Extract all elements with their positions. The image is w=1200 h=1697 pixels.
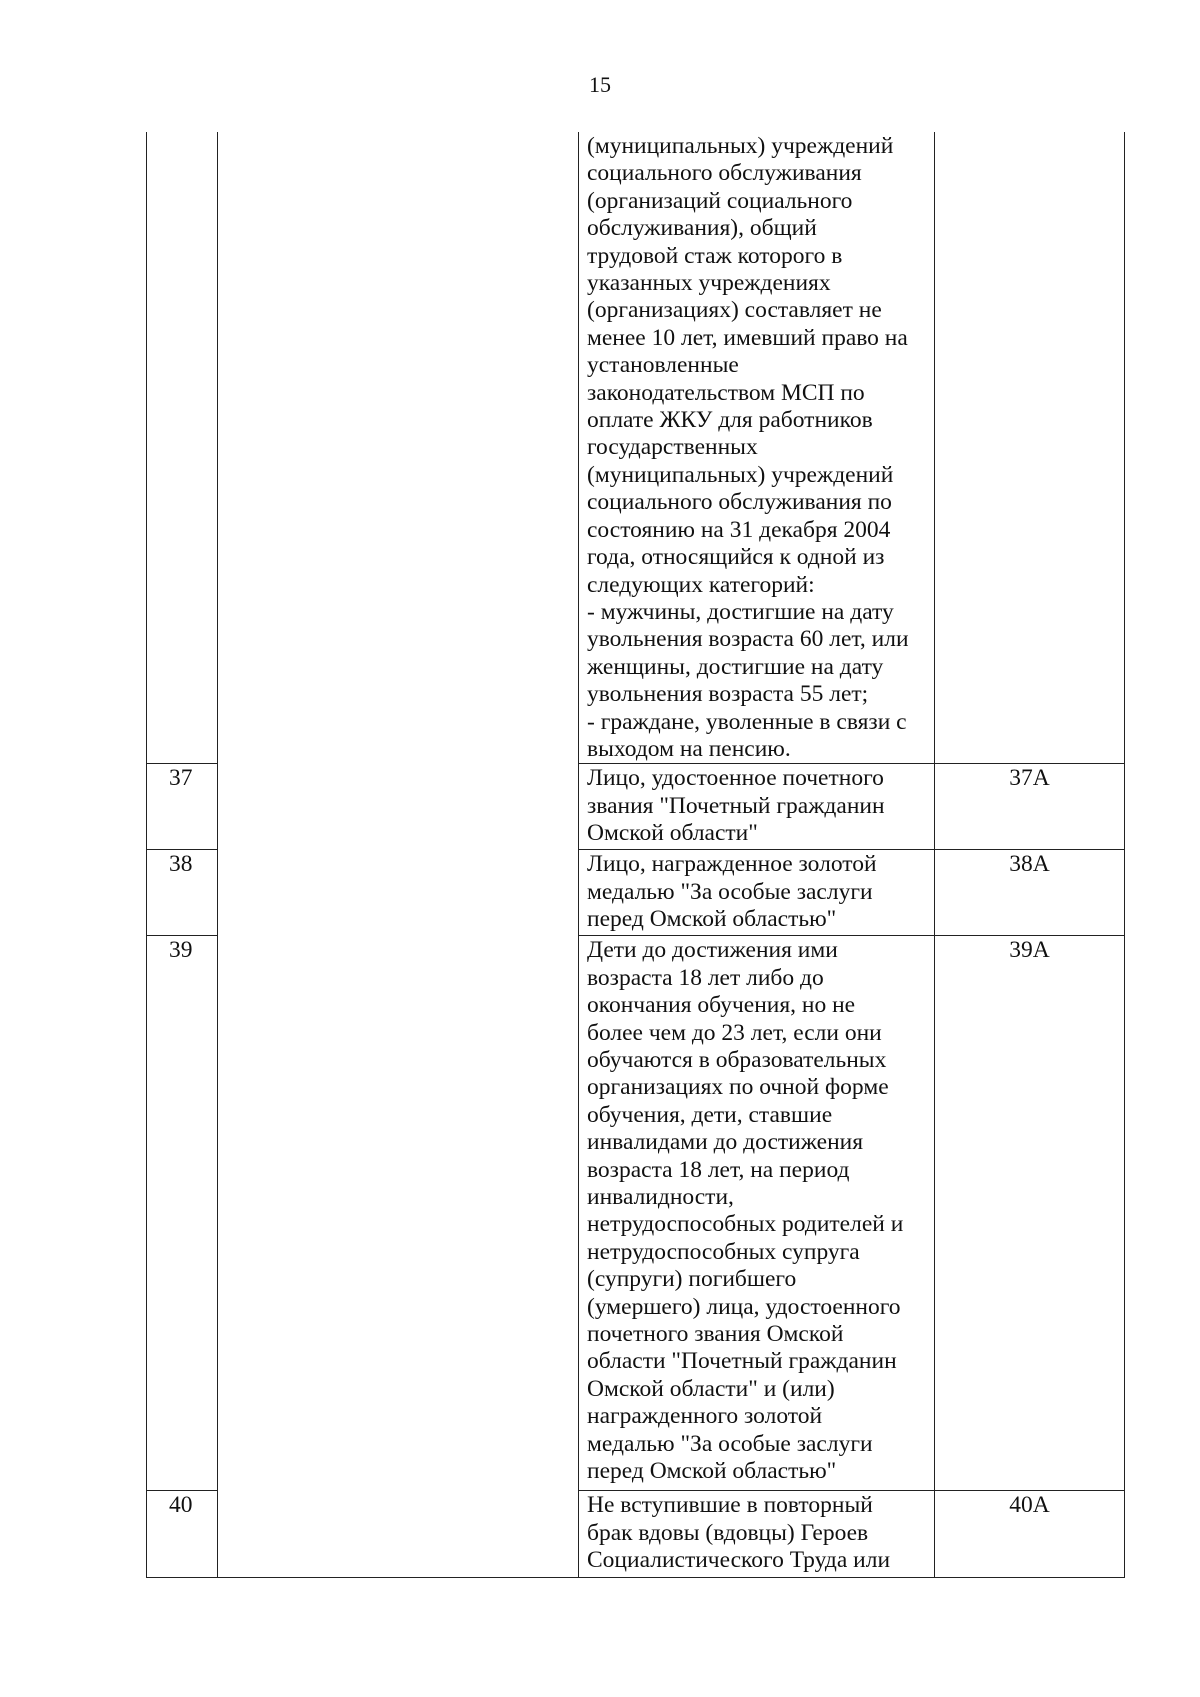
description-cell: Лицо, награжденное золотой медалью "За особые заслуги перед Омской областью" [579, 850, 935, 936]
row-number-cell: 39 [147, 936, 218, 1491]
row-number-cell: 38 [147, 850, 218, 936]
category-cell [218, 132, 579, 1578]
row-number-cell [147, 132, 218, 764]
description-cell: Не вступившие в повторный брак вдовы (вдовцы) Героев Социалистического Труда или [579, 1491, 935, 1578]
code-cell: 39А [935, 936, 1125, 1491]
row-number-cell: 37 [147, 764, 218, 850]
code-cell: 40А [935, 1491, 1125, 1578]
description-cell: (муниципальных) учреждений социального обслуживания (организаций социального обслуживания), общий трудовой стаж которого в указанных учреждениях (организациях) составляет не менее 10 лет, имевший право на установленные законодательством МСП по оплате ЖКУ для работников государственных (муниципальных) учреждений социального обслуживания по состоянию на 31 декабря 2004 года, относящийся к одной из следующих категорий: - мужчины, достигшие на дату увольнения возраста 60 лет, или женщины, достигшие на дату увольнения возраста 55 лет; - граждане, уволенные в связи с выходом на пенсию. [579, 132, 935, 764]
row-number-cell: 40 [147, 1491, 218, 1578]
page-number: 15 [589, 72, 611, 97]
table-row [147, 132, 1125, 764]
benefits-table [146, 132, 1125, 1578]
code-cell: 38А [935, 850, 1125, 936]
code-cell: 37А [935, 764, 1125, 850]
description-cell: Лицо, удостоенное почетного звания "Почетный гражданин Омской области" [579, 764, 935, 850]
description-cell: Дети до достижения ими возраста 18 лет либо до окончания обучения, но не более чем до 23 лет, если они обучаются в образовательных организациях по очной форме обучения, дети, ставшие инвалидами до достижения возраста 18 лет, на период инвалидности, нетрудоспособных родителей и нетрудоспособных супруга (супруги) погибшего (умершего) лица, удостоенного почетного звания Омской области "Почетный гражданин Омской области" и (или) награжденного золотой медалью "За особые заслуги перед Омской областью" [579, 936, 935, 1491]
code-cell [935, 132, 1125, 764]
